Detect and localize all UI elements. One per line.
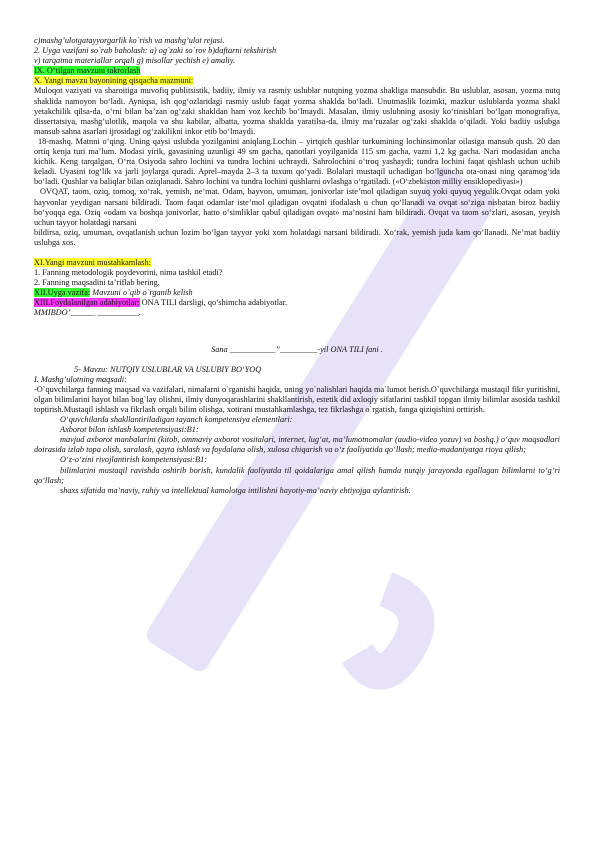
paragraph: Muloqot vaziyati va sharoitiga muvofiq publitsistik, badiiy, ilmiy va rasmiy uslublar nutqning yozma shakliga mansubdir. Bu uslublar, asosan, yozma nutq shaklida namoyon bo‘ladi. Ayniqsa, ish qog‘ozlaridagi rasmiy uslub faqat yozma shaklda bo‘ladi. Unutmaslik lozimki, mazkur uslublarda yozma shakl yetakchilik qilsa-da, o‘rni bilan ba’zan og‘zaki shakldan ham voz kechib bo‘lmaydi. Masalan, ilmiy uslubning asosiy ko‘rinishlari bo‘lgan monografiya, dissertatsiya, mashg’ulotlik, maqola va shu kabilar, albatta, yozma shaklda yaratilsa-da, ilmiy ma’ruzalar og‘zaki shaklda o‘qiladi. Yoki badiiy uslubga mansub sahna asarlari ijrosidagi og‘zakilikni inkor etib bo‘lmaydi. <box>34 86 560 136</box>
section-heading: XII.Uyga vazifa: <box>34 288 91 298</box>
question-item: 1. Fanning metodologik poydevorini, nima tashkil etadi? <box>34 268 223 278</box>
literature-text: ONA TILI darsligi, qo’shimcha adabiyotlar. <box>139 298 288 308</box>
section-heading: X. Yangi mavzu bayonining qisqacha mazmuni: <box>34 76 194 86</box>
subheading: O‘z-o‘zini rivojlantirish kompetensiyasi:B1: <box>60 455 208 465</box>
text-line: 2. Uyga vazifani so`rab baholash: a) og`zaki so`rov b)daftarni tekshirish <box>34 46 277 56</box>
date-line: Sana ___________”_________-yil ONA TILI fani . <box>211 344 383 354</box>
text-line: c)mashg’ulotgatayyorgarlik ko`rish va mashg’ulot rejasi. <box>34 36 225 45</box>
paragraph: OVQAT, taom, oziq, tomoq, xo‘rak, yemish, ne’mat. Odam, hayvon, umuman, jonivorlar iste’mol qiladigan suyuq yoki quyuq yegulik.Ovqat odam yoki hayvonlar yeydigan narsani bildiradi. Taom faqat odamlar iste’mol qiladigan ovqatni ifodalash u chun qo‘llanadi va ovqat so‘ziga nisbatan biroz badiiy bo‘yoqqa ega. Oziq «odam va boshqa jonivorlar, hatto o‘simliklar qabul qiladigan ovqat» ma’nosini ham bildiradi. Ovqat va taom so‘zlari, asosan, yeyish uchun tayyor holatdagi narsani <box>34 187 560 227</box>
paragraph: shaxs sifatida ma’naviy, ruhiy va intellektual kamolotga intilishni hayotiy-ma’naviy ehtiyojga aylantirish. <box>60 485 411 495</box>
paragraph: mavjud axborot manbalarini (kitob, ommaviy axborot vositalari, internet, lug‘at, ma’lumotnomalar (audio-video yozuv) va boshq.) o‘quv maqsadlari doirasida izlab topa olish, saralash, qayta ishlash va foydalana olish, xulosa chiqarish va o‘z faoliyatida qo‘llash; media-madaniyatga rioya qilish; <box>34 435 560 455</box>
document-page <box>34 36 560 496</box>
paragraph: bilimlarini mustaqil ravishda oshirib borish, kundalik faoliyatda til qoidalariga amal qilish hamda nutqiy jarayonda egallagan bilimlarni to‘g‘ri qo‘llash; <box>34 465 560 485</box>
paragraph: -O`quvchilarga fanning maqsad va vazifalari, nimalarni o`rganishi haqida, uning yo`nalishlari haqida ma`lumot berish.O`quvchilarga mustaqil fikr yuritishni, olgan bilimlarini hayot bilan bog`lay olishni, ilmiy dunyoqarashlarini shakllantirish, estetik did axloqiy sifatlarini tashkil topgan ilmiy bilimlar asosida tashkil toptirish.Mustaqil ishlash va fikrlash orqali bilim olishga, xotirani mustahkamlashga, tez fikrlashga o`rgatish, fanga qiziqishini orttirish. <box>34 384 560 414</box>
topic-title: 5- Mavzu: NUTQIY USLUBLAR VA USLUBIY BO‘YOQ <box>74 364 262 374</box>
question-item: 2. Fanning maqsadini ta’riflab bering. <box>34 278 160 288</box>
homework-text: Mavzuni o`qib o`rganib kelish <box>90 288 193 298</box>
section-heading: IX. O‘tilgan mavzuni takrorlash <box>34 66 141 76</box>
signature-line: MMIBDO’______ __________. <box>34 308 141 318</box>
text-line: v) tarqatma materiallar orqali g) misollar yechish e) amaliy. <box>34 56 236 66</box>
goal-title: I. Mashg’ulotning maqsadi: <box>34 374 127 384</box>
subheading: Axborot bilan ishlash kompetensiyasi:B1: <box>60 425 199 435</box>
paragraph: 18-mashq. Matnni o‘qing. Uning qaysi uslubda yozilganini aniqlang.Lochin – yirtqich qushlar turkumining lochinsimonlar oilasiga mansub qush. 20 dan ortiq kenja turi ma’lum. Modasi yirik, gavasining uzunligi 49 sm gacha, qanotlari yoyilganida 115 sm gacha, vazni 1,2 kg gacha. Nari modasidan ancha kichik. Keng tarqalgan, O‘rta Osiyoda sahro lochini va tundra lochini uchraydi. Sahrolochini o‘troq yashaydi; tundra lochini faqat qishlash uchun uchib keladi. Uyasini tog‘lik va jarli joylarga quradi. Aprel–mayda 2–3 ta tuxum qo‘yadi. Bolalari mustaqil uchadigan bo‘lguncha ota-onasi ning qaramog‘ida bo‘ladi. Qushlar va baliqlar bilan oziqlanadi. Sahro lochini va tundra lochini qushlarni ovlashga o‘rgatiladi. («O‘zbekiston milliy ensiklopediyasi») <box>34 136 560 187</box>
section-heading: XIII.Foydalanilgan adabiyotlar: <box>34 298 140 308</box>
section-heading: XI.Yangi mavzuni mustahkamlash: <box>34 257 151 267</box>
subheading: O‘quvchilarda shakllantiriladigan tayanch kompetensiya elementlari: <box>60 415 293 425</box>
paragraph: bildirsa, oziq, umuman, ovqatlanish uchun lozim bo‘lgan tayyor yoki xom holatdagi narsani bildiradi. Xo‘rak, yemish juda kam qo‘llanadi. Ne’mat badiiy uslubga xos. <box>34 227 560 247</box>
